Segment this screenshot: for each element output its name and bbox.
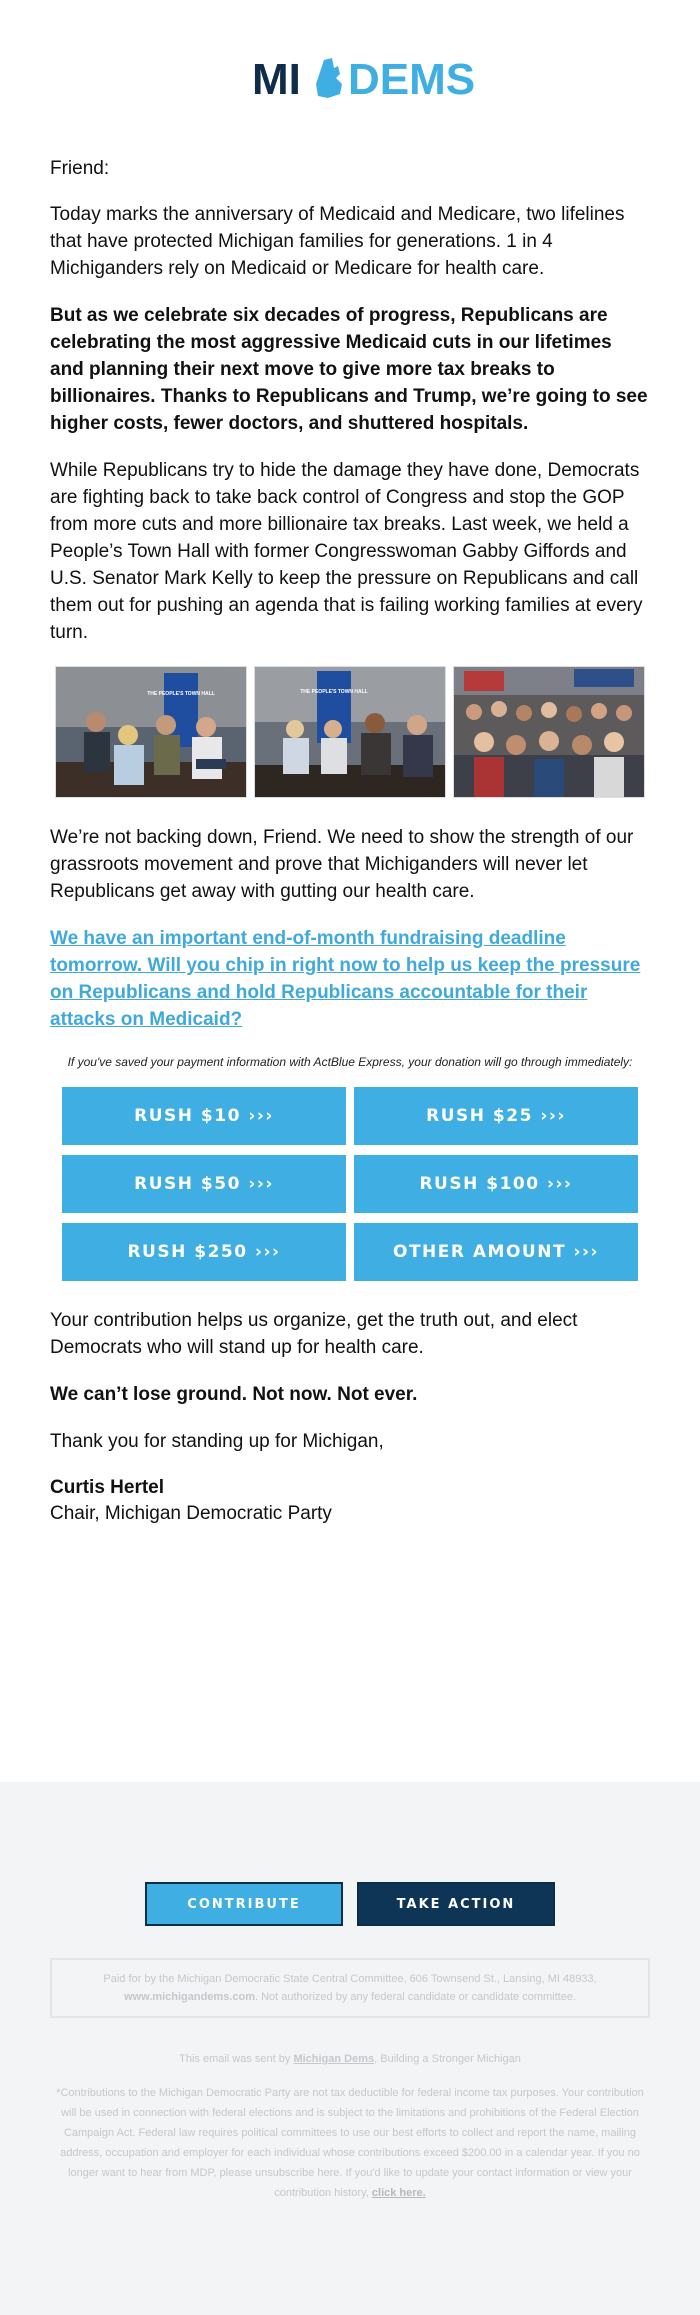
rush-50-button[interactable]: RUSH $50 ›››	[62, 1155, 346, 1213]
paragraph-anniversary: Today marks the anniversary of Medicaid and Medicare, two lifelines that have protected Michigan families for generations. 1 in 4 Michiganders rely on Medicaid or Medicare for health care.	[50, 204, 625, 279]
sent-prefix: This email was sent by	[179, 2053, 294, 2065]
actblue-express-note: If you've saved your payment information with ActBlue Express, your donation will go through immediately:	[67, 1055, 633, 1069]
email-footer	[0, 1782, 700, 2315]
town-hall-photo-2	[254, 666, 446, 798]
town-hall-photo-3	[453, 666, 645, 798]
town-hall-sign-text: THE PEOPLE'S TOWN HALL	[147, 691, 215, 697]
rush-250-button[interactable]: RUSH $250 ›››	[62, 1223, 346, 1281]
paragraph-not-backing-down: We’re not backing down, Friend. We need to show the strength of our grassroots movement and prove that Michiganders will never let Republicans get away with gutting our health care.	[50, 827, 634, 902]
greeting: Friend:	[50, 158, 110, 179]
signer-title: Chair, Michigan Democratic Party	[50, 1503, 332, 1524]
contribute-button[interactable]: CONTRIBUTE	[145, 1882, 343, 1926]
sent-by-line	[0, 2053, 700, 2065]
paragraph-cant-lose-ground: We can’t lose ground. Not now. Not ever.	[50, 1384, 418, 1405]
town-hall-photo-1	[55, 666, 247, 798]
fundraising-ask-link[interactable]: We have an important end-of-month fundraising deadline tomorrow. Will you chip in right now to help us keep the pressure on Republicans and hold Republicans accountable for their attacks on Medicaid?	[50, 928, 641, 1030]
footer-buttons	[0, 1882, 700, 1926]
midems-logo[interactable]	[0, 0, 700, 155]
website-link[interactable]: www.michigandems.com	[123, 1991, 255, 2003]
take-action-button[interactable]: TAKE ACTION	[357, 1882, 555, 1926]
rush-100-button[interactable]: RUSH $100 ›››	[354, 1155, 638, 1213]
rush-25-button[interactable]: RUSH $25 ›››	[354, 1087, 638, 1145]
paid-for-disclaimer	[50, 1958, 650, 2018]
michigan-dems-link[interactable]: Michigan Dems	[293, 2053, 375, 2065]
disclaimer-text: *Contributions to the Michigan Democratic Party are not tax deductible for federal income tax purposes. Your contribution will be used in connection with federal elections and is subject to the limitations and prohibitions of the Federal Election Campaign Act. Federal law requires political committees to use our best efforts to collect and report the name, mailing address, occupation and employer for each individual whose contributions exceed $200.00 in a calendar year. If you no longer want to hear from MDP, please unsubscribe here. If you'd like to update your contact information or view your contribution history,	[56, 2087, 644, 2199]
town-hall-sign-text: THE PEOPLE'S TOWN HALL	[300, 689, 368, 695]
not-authorized-text: . Not authorized by any federal candidate or candidate committee.	[254, 1991, 577, 2003]
paid-for-text: Paid for by the Michigan Democratic State Central Committee, 606 Townsend St., Lansing, MI 48933,	[103, 1973, 597, 1985]
paragraph-republican-cuts: But as we celebrate six decades of progress, Republicans are celebrating the most aggressive Medicaid cuts in our lifetimes and planning their next move to give more tax breaks to billionaires. Thanks to Republicans and Trump, we’re going to see higher costs, fewer doctors, and shuttered hospitals.	[50, 305, 648, 434]
michigan-mitten-icon	[316, 58, 342, 98]
contribution-disclaimer	[55, 2083, 645, 2203]
logo-text-dems: DEMS	[348, 54, 476, 104]
donation-buttons	[50, 1087, 650, 1281]
sent-suffix: , Building a Stronger Michigan	[374, 2053, 521, 2065]
other-amount-button[interactable]: OTHER AMOUNT ›››	[354, 1223, 638, 1281]
town-hall-photos	[50, 666, 650, 798]
rush-10-button[interactable]: RUSH $10 ›››	[62, 1087, 346, 1145]
email-content	[0, 155, 700, 1527]
paragraph-contribution-helps: Your contribution helps us organize, get the truth out, and elect Democrats who will stand up for health care.	[50, 1310, 578, 1358]
logo-mark	[252, 54, 476, 104]
logo-text-mi: MI	[252, 54, 301, 104]
closing-line: Thank you for standing up for Michigan,	[50, 1431, 384, 1452]
signer-name: Curtis Hertel	[50, 1477, 165, 1498]
paragraph-town-hall: While Republicans try to hide the damage they have done, Democrats are fighting back to take back control of Congress and stop the GOP from more cuts and more billionaire tax breaks. Last week, we held a People’s Town Hall with former Congresswoman Gabby Giffords and U.S. Senator Mark Kelly to keep the pressure on Republicans and call them out for pushing an agenda that is failing working families at every turn.	[50, 460, 643, 643]
click-here-link[interactable]: click here.	[371, 2187, 426, 2199]
